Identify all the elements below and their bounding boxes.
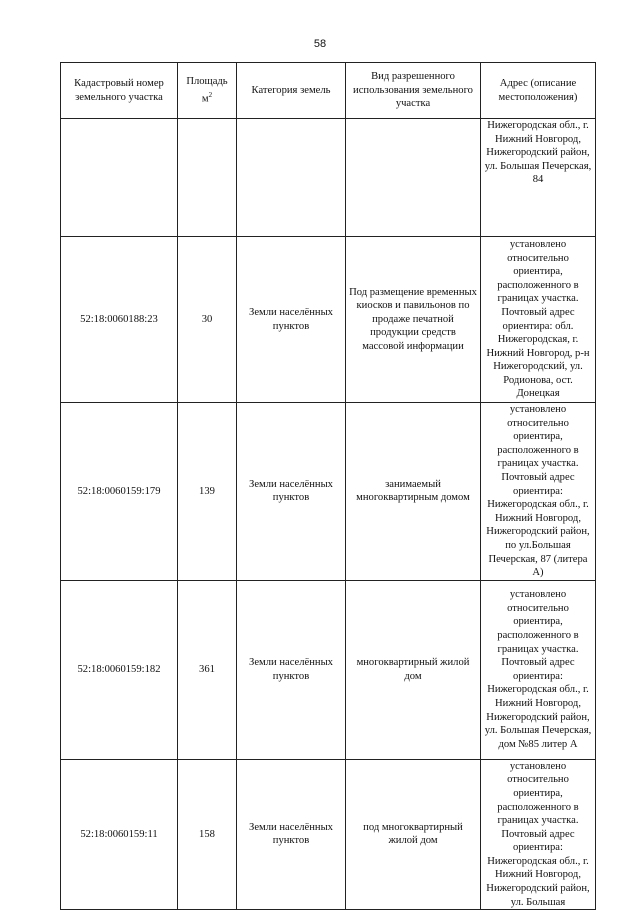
cell-area: 361 bbox=[178, 580, 237, 759]
header-address: Адрес (описание местоположения) bbox=[481, 63, 596, 119]
header-area-label: Площадь м bbox=[186, 76, 228, 105]
cell-address: Нижегородская обл., г. Нижний Новгород, Нижегородский район, ул. Большая Печерская, 84 bbox=[481, 119, 596, 237]
header-usage: Вид разрешенного использования земельного участка bbox=[346, 63, 481, 119]
cell-usage: под многоквартирный жилой дом bbox=[346, 759, 481, 910]
cell-area bbox=[178, 119, 237, 237]
cell-category: Земли населённых пунктов bbox=[237, 403, 346, 581]
cell-category: Земли населённых пунктов bbox=[237, 237, 346, 403]
table-row bbox=[61, 403, 596, 581]
header-area bbox=[178, 63, 237, 119]
page-number: 58 bbox=[313, 38, 327, 50]
cell-usage bbox=[346, 119, 481, 237]
cell-area: 158 bbox=[178, 759, 237, 910]
cell-category: Земли населённых пунктов bbox=[237, 580, 346, 759]
header-area-superscript: 2 bbox=[208, 90, 213, 99]
cell-address: установлено относительно ориентира, расположенного в границах участка. Почтовый адрес ориентира: обл. Нижегородская, г. Нижний Новгород, р-н Нижегородский, ул. Родионова, ост. Донецкая bbox=[481, 237, 596, 403]
cell-cadastral bbox=[61, 119, 178, 237]
cell-address: установлено относительно ориентира, расположенного в границах участка. Почтовый адрес ориентира: Нижегородская обл., г. Нижний Новгород, Нижегородский район, по ул.Большая Печерская, 87 (литера А) bbox=[481, 403, 596, 581]
table-row bbox=[61, 119, 596, 237]
header-category: Категория земель bbox=[237, 63, 346, 119]
cell-category: Земли населённых пунктов bbox=[237, 759, 346, 910]
cell-usage: Под размещение временных киосков и павильонов по продаже печатной продукции средств массовой информации bbox=[346, 237, 481, 403]
table-row bbox=[61, 580, 596, 759]
cell-category bbox=[237, 119, 346, 237]
cell-usage: занимаемый многоквартирным домом bbox=[346, 403, 481, 581]
cell-area: 139 bbox=[178, 403, 237, 581]
cell-address: установлено относительно ориентира, расположенного в границах участка. Почтовый адрес ориентира: Нижегородская обл., г. Нижний Новгород, Нижегородский район, ул. Большая Печерская, дом №85 литер А bbox=[481, 580, 596, 759]
cell-address: установлено относительно ориентира, расположенного в границах участка. Почтовый адрес ориентира: Нижегородская обл., г. Нижний Новгород, Нижегородский район, ул. Большая bbox=[481, 759, 596, 910]
land-plots-table bbox=[60, 62, 596, 910]
cell-cadastral: 52:18:0060159:179 bbox=[61, 403, 178, 581]
header-cadastral: Кадастровый номер земельного участка bbox=[61, 63, 178, 119]
table-header-row bbox=[61, 63, 596, 119]
cell-cadastral: 52:18:0060159:182 bbox=[61, 580, 178, 759]
cell-cadastral: 52:18:0060159:11 bbox=[61, 759, 178, 910]
table-row bbox=[61, 237, 596, 403]
cell-cadastral: 52:18:0060188:23 bbox=[61, 237, 178, 403]
table-row bbox=[61, 759, 596, 910]
cell-usage: многоквартирный жилой дом bbox=[346, 580, 481, 759]
cell-area: 30 bbox=[178, 237, 237, 403]
